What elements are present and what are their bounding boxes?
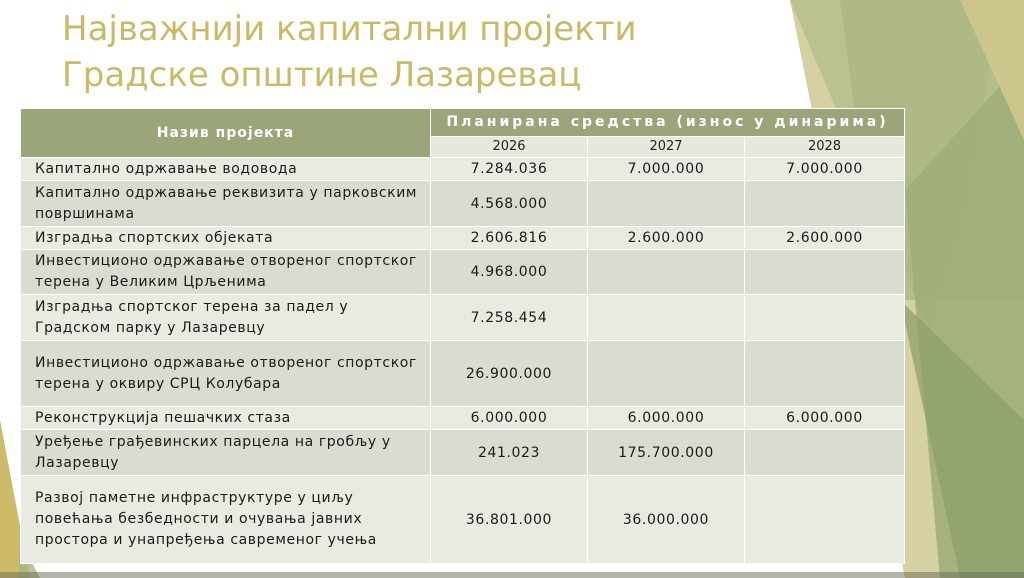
amount-2027-cell: [588, 250, 745, 295]
project-name-cell: Реконструкција пешачких стаза: [21, 407, 431, 430]
project-name-cell: Изградња спортског терена за падел у Градском парку у Лазаревцу: [21, 295, 431, 341]
amount-2026-cell: 7.284.036: [431, 158, 588, 181]
amount-2028-cell: 2.600.000: [745, 227, 905, 250]
amount-2027-cell: 175.700.000: [588, 430, 745, 476]
projects-table-container: [20, 108, 904, 562]
amount-2027-cell: [588, 341, 745, 407]
projects-table: [20, 108, 905, 564]
amount-2028-cell: [745, 181, 905, 227]
table-row: [21, 476, 905, 564]
project-name-cell: Капитално одржавање реквизита у парковским површинама: [21, 181, 431, 227]
project-name-cell: Уређење грађевинских парцела на гробљу у Лазаревцу: [21, 430, 431, 476]
table-row: [21, 407, 905, 430]
header-project-name: Назив пројекта: [21, 109, 431, 158]
slide-title-line-1: Најважнији капитални пројекти: [62, 9, 637, 49]
amount-2026-cell: 7.258.454: [431, 295, 588, 341]
slide-title: [62, 6, 637, 98]
header-planned-funds: Планирана средства (износ у динарима): [431, 109, 905, 137]
amount-2026-cell: 4.968.000: [431, 250, 588, 295]
amount-2026-cell: 2.606.816: [431, 227, 588, 250]
table-row: [21, 250, 905, 295]
table-row: [21, 158, 905, 181]
amount-2028-cell: [745, 295, 905, 341]
amount-2027-cell: [588, 295, 745, 341]
amount-2028-cell: 6.000.000: [745, 407, 905, 430]
amount-2028-cell: 7.000.000: [745, 158, 905, 181]
table-row: [21, 430, 905, 476]
amount-2027-cell: 2.600.000: [588, 227, 745, 250]
project-name-cell: Изградња спортских објеката: [21, 227, 431, 250]
amount-2028-cell: [745, 250, 905, 295]
amount-2026-cell: 241.023: [431, 430, 588, 476]
table-row: [21, 227, 905, 250]
amount-2027-cell: 36.000.000: [588, 476, 745, 564]
amount-2028-cell: [745, 476, 905, 564]
amount-2027-cell: 7.000.000: [588, 158, 745, 181]
amount-2026-cell: 6.000.000: [431, 407, 588, 430]
project-name-cell: Развој паметне инфраструктуре у циљу повећања безбедности и очувања јавних простора и унапређења савременог учења: [21, 476, 431, 564]
header-year-2027: 2027: [588, 136, 745, 157]
header-year-2026: 2026: [431, 136, 588, 157]
table-row: [21, 341, 905, 407]
amount-2027-cell: [588, 181, 745, 227]
table-row: [21, 295, 905, 341]
slide-title-line-2: Градске општине Лазаревац: [62, 55, 582, 95]
project-name-cell: Инвестиционо одржавање отвореног спортског терена у оквиру СРЦ Колубара: [21, 341, 431, 407]
header-year-2028: 2028: [745, 136, 905, 157]
amount-2027-cell: 6.000.000: [588, 407, 745, 430]
amount-2026-cell: 36.801.000: [431, 476, 588, 564]
amount-2026-cell: 26.900.000: [431, 341, 588, 407]
project-name-cell: Инвестиционо одржавање отвореног спортског терена у Великим Црљенима: [21, 250, 431, 295]
project-name-cell: Капитално одржавање водовода: [21, 158, 431, 181]
table-row: [21, 181, 905, 227]
amount-2028-cell: [745, 430, 905, 476]
amount-2026-cell: 4.568.000: [431, 181, 588, 227]
amount-2028-cell: [745, 341, 905, 407]
